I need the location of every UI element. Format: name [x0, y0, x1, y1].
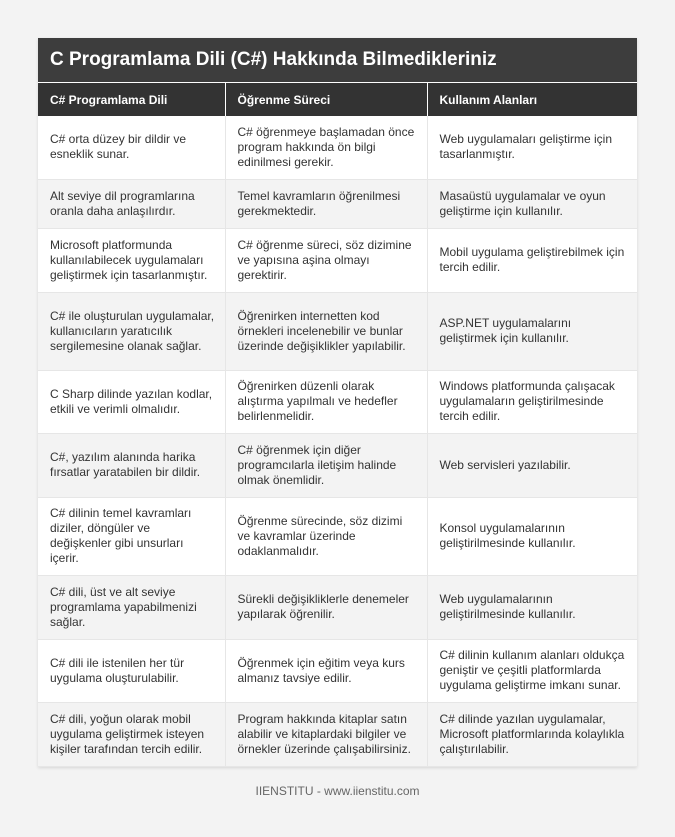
info-table-card	[38, 38, 637, 767]
cell-usage: Web uygulamaları geliştirme için tasarlanmıştır.	[427, 116, 637, 179]
table-row	[38, 433, 637, 497]
cell-usage: C# dilinde yazılan uygulamalar, Microsoft platformlarında kolaylıkla çalıştırılabilir.	[427, 702, 637, 766]
cell-usage: Konsol uygulamalarının geliştirilmesinde kullanılır.	[427, 497, 637, 575]
table-row	[38, 575, 637, 639]
table-title: C Programlama Dili (C#) Hakkında Bilmedikleriniz	[38, 38, 637, 83]
cell-learning: Program hakkında kitaplar satın alabilir ve kitaplardaki bilgiler ve örnekler üzerinde çalışabilirsiniz.	[225, 702, 427, 766]
cell-language: C# dili, üst ve alt seviye programlama yapabilmenizi sağlar.	[38, 575, 225, 639]
cell-usage: ASP.NET uygulamalarını geliştirmek için kullanılır.	[427, 292, 637, 370]
table-row	[38, 639, 637, 702]
cell-language: C#, yazılım alanında harika fırsatlar yaratabilen bir dildir.	[38, 433, 225, 497]
cell-learning: Sürekli değişikliklerle denemeler yapılarak öğrenilir.	[225, 575, 427, 639]
cell-language: C Sharp dilinde yazılan kodlar, etkili ve verimli olmalıdır.	[38, 370, 225, 433]
cell-language: C# dili, yoğun olarak mobil uygulama geliştirmek isteyen kişiler tarafından tercih edilir.	[38, 702, 225, 766]
table-row	[38, 179, 637, 228]
column-header-language: C# Programlama Dili	[38, 83, 225, 116]
info-table	[38, 83, 637, 767]
cell-learning: Öğrenme sürecinde, söz dizimi ve kavramlar üzerinde odaklanmalıdır.	[225, 497, 427, 575]
cell-usage: Windows platformunda çalışacak uygulamaların geliştirilmesinde tercih edilir.	[427, 370, 637, 433]
cell-usage: Web uygulamalarının geliştirilmesinde kullanılır.	[427, 575, 637, 639]
cell-language: C# dilinin temel kavramları diziler, döngüler ve değişkenler gibi unsurları içerir.	[38, 497, 225, 575]
cell-learning: Öğrenmek için eğitim veya kurs almanız tavsiye edilir.	[225, 639, 427, 702]
cell-usage: Web servisleri yazılabilir.	[427, 433, 637, 497]
header-row	[38, 83, 637, 116]
cell-learning: Öğrenirken internetten kod örnekleri incelenebilir ve bunlar üzerinde değişiklikler yapılabilir.	[225, 292, 427, 370]
column-header-learning: Öğrenme Süreci	[225, 83, 427, 116]
cell-learning: C# öğrenmeye başlamadan önce program hakkında ön bilgi edinilmesi gerekir.	[225, 116, 427, 179]
cell-usage: C# dilinin kullanım alanları oldukça geniştir ve çeşitli platformlarda uygulama geliştirme imkanı sunar.	[427, 639, 637, 702]
cell-usage: Masaüstü uygulamalar ve oyun geliştirme için kullanılır.	[427, 179, 637, 228]
cell-learning: Öğrenirken düzenli olarak alıştırma yapılmalı ve hedefler belirlenmelidir.	[225, 370, 427, 433]
table-row	[38, 228, 637, 292]
table-row	[38, 116, 637, 179]
table-row	[38, 370, 637, 433]
cell-language: C# dili ile istenilen her tür uygulama oluşturulabilir.	[38, 639, 225, 702]
cell-language: Microsoft platformunda kullanılabilecek uygulamaları geliştirmek için tasarlanmıştır.	[38, 228, 225, 292]
column-header-usage: Kullanım Alanları	[427, 83, 637, 116]
cell-language: C# orta düzey bir dildir ve esneklik sunar.	[38, 116, 225, 179]
table-row	[38, 702, 637, 766]
cell-learning: C# öğrenme süreci, söz dizimine ve yapısına aşina olmayı gerektirir.	[225, 228, 427, 292]
cell-learning: Temel kavramların öğrenilmesi gerekmektedir.	[225, 179, 427, 228]
cell-learning: C# öğrenmek için diğer programcılarla iletişim halinde olmak önemlidir.	[225, 433, 427, 497]
cell-language: C# ile oluşturulan uygulamalar, kullanıcıların yaratıcılık sergilemesine olanak sağlar.	[38, 292, 225, 370]
table-row	[38, 497, 637, 575]
cell-language: Alt seviye dil programlarına oranla daha anlaşılırdır.	[38, 179, 225, 228]
footer-credit: IIENSTITU - www.iienstitu.com	[255, 784, 420, 798]
table-row	[38, 292, 637, 370]
cell-usage: Mobil uygulama geliştirebilmek için tercih edilir.	[427, 228, 637, 292]
